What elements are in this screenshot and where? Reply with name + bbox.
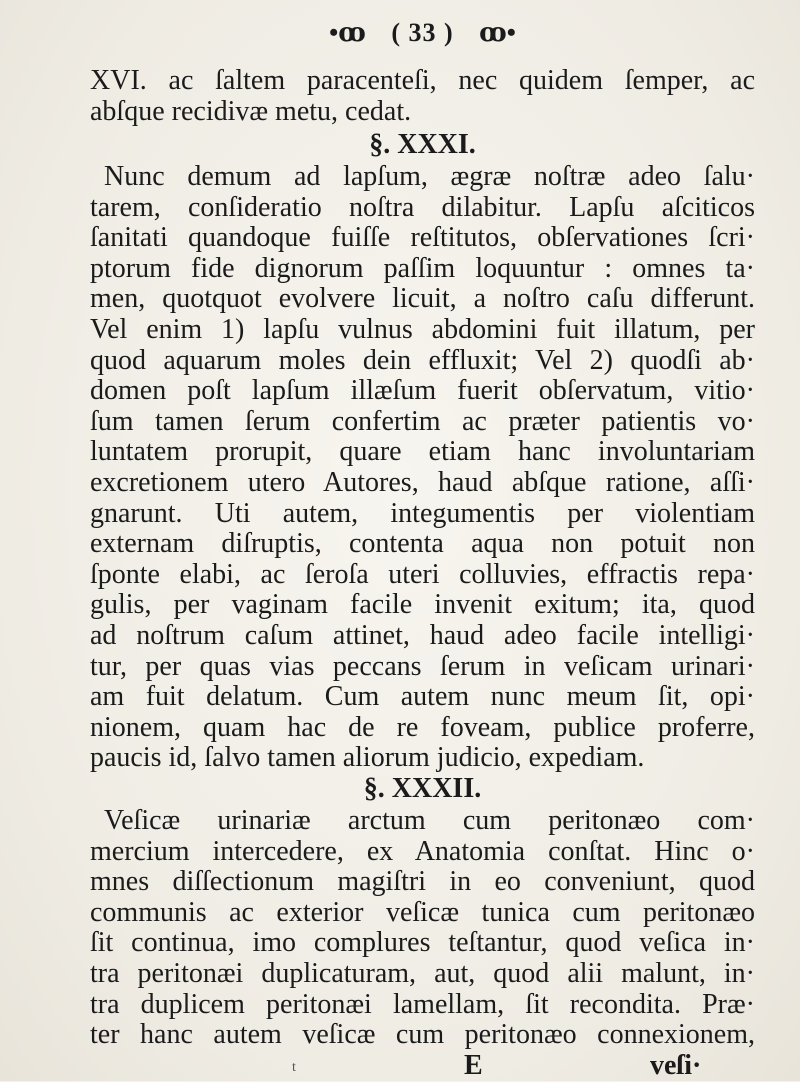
text-line: ſum tamen ſerum confertim ac præter patientis vo·: [90, 405, 755, 437]
text-line: ter hanc autem veſicæ cum peritonæo connexionem,: [90, 1019, 755, 1051]
text-line: men, quotquot evolvere licuit, a noſtro caſu differunt.: [90, 283, 755, 315]
text-line: ſit continua, imo complures teſtantur, quod veſica in·: [90, 927, 755, 959]
text-line: excretionem utero Autores, haud abſque ratione, aſſi·: [90, 466, 755, 498]
ornament-right-icon: ꝏ•: [479, 18, 516, 47]
text-line: ad noſtrum caſum attinet, haud adeo facile intelligi·: [90, 619, 755, 651]
text-line: gnarunt. Uti autem, integumentis per violentiam: [90, 497, 755, 529]
text-line: domen poſt lapſum illæſum fuerit obſervatum, vitio·: [90, 375, 755, 407]
text-line: Nunc demum ad lapſum, ægræ noſtræ adeo ſalu·: [104, 161, 755, 192]
stray-mark: t: [292, 1060, 296, 1075]
text-line: mercium intercedere, ex Anatomia conſtat. Hinc o·: [90, 835, 755, 867]
text-line: XVI. ac ſaltem paracenteſi, nec quidem ſemper, ac: [90, 65, 755, 96]
text-line: ſanitati quandoque fuiſſe reſtitutos, obſervationes ſcri·: [90, 222, 755, 254]
paragraph-section-xxxi: [90, 162, 755, 774]
text-line: luntatem prorupit, quare etiam hanc involuntariam: [90, 436, 755, 468]
text-line: tur, per quas vias peccans ſerum in veſicam urinari·: [90, 650, 755, 682]
text-line: mnes diſſectionum magiſtri in eo conveniunt, quod: [90, 866, 755, 898]
text-line: tarem, conſideratio noſtra dilabitur. Lapſu aſciticos: [90, 191, 755, 223]
text-line: externam diſruptis, contenta aqua non potuit non: [90, 528, 755, 560]
text-line: abſque recidivæ metu, cedat.: [90, 95, 412, 127]
section-heading-xxxii: §. XXXII.: [363, 773, 482, 804]
text-line: Vel enim 1) lapſu vulnus abdomini fuit illatum, per: [90, 313, 755, 345]
signature-mark: E: [464, 1050, 483, 1081]
paragraph-xvi: [90, 66, 755, 127]
text-line: ſponte elabi, ac ſeroſa uteri colluvies, effractis repa·: [90, 558, 755, 590]
running-head: [90, 18, 755, 49]
text-line: nionem, quam hac de re foveam, publice proferre,: [90, 711, 755, 743]
ornament-left-icon: •ꝏ: [329, 18, 366, 47]
text-line: gulis, per vaginam facile invenit exitum; ita, quod: [90, 589, 755, 621]
text-line: communis ac exterior veſicæ tunica cum peritonæo: [90, 896, 755, 928]
text-line: quod aquarum moles dein effluxit; Vel 2) quodſi ab·: [90, 344, 755, 376]
text-line: tra peritonæi duplicaturam, aut, quod alii malunt, in·: [90, 957, 755, 989]
text-line: tra duplicem peritonæi lamellam, ſit recondita. Præ·: [90, 988, 755, 1020]
catchword: veſi·: [650, 1050, 702, 1081]
text-line: Veſicæ urinariæ arctum cum peritonæo com·: [104, 805, 755, 836]
text-line: paucis id, ſalvo tamen aliorum judicio, expediam.: [90, 742, 645, 774]
text-line: am fuit delatum. Cum autem nunc meum ſit, opi·: [90, 681, 755, 713]
paragraph-section-xxxii: [90, 806, 755, 1051]
section-heading-xxxi: §. XXXI.: [369, 129, 476, 160]
text-line: ptorum fide dignorum paſſim loquuntur : omnes ta·: [90, 252, 755, 284]
page-number: ( 33 ): [391, 18, 454, 47]
